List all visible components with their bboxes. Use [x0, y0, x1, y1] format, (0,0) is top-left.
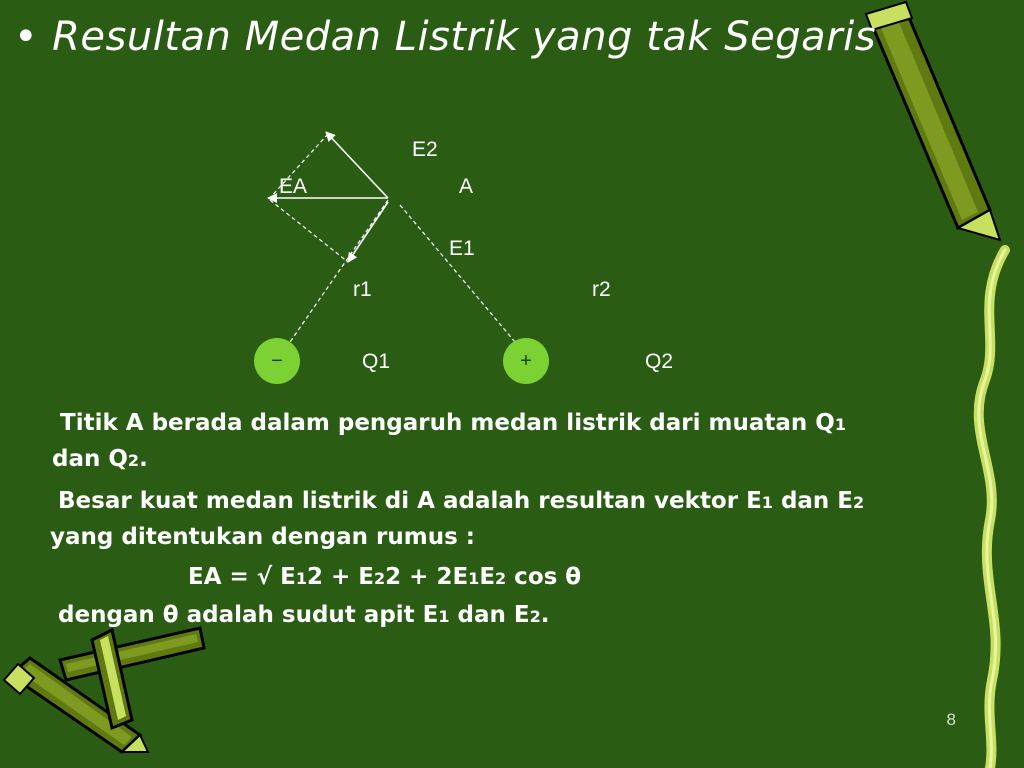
e1-arrow [348, 202, 388, 262]
field-diagram [268, 132, 515, 342]
label-e2: E2 [412, 138, 438, 161]
label-q2: Q2 [645, 350, 674, 373]
title-text: Resultan Medan Listrik yang tak Segaris [52, 14, 877, 60]
vine-decoration [979, 250, 1005, 768]
slide-title [14, 14, 876, 60]
r2-dashed-line [400, 205, 515, 342]
negative-charge-q1 [254, 338, 300, 384]
label-r2: r2 [592, 278, 611, 301]
r1-dashed-line [290, 200, 388, 342]
parallelogram-dashed-2 [270, 200, 348, 262]
paragraph-3: dengan θ adalah sudut apit E1 dan E2. [58, 602, 550, 628]
e2-arrow [326, 132, 388, 198]
paragraph-1: Titik A berada dalam pengaruh medan listrik dari muatan Q1 dan Q2. [52, 410, 846, 472]
minus-sign: − [271, 349, 283, 372]
pencil-top-right-icon [866, 2, 1000, 240]
label-q1: Q1 [362, 350, 391, 373]
paragraph-2: Besar kuat medan listrik di A adalah resultan vektor E1 dan E2 yang ditentukan dengan rumus : [50, 488, 865, 550]
label-r1: r1 [353, 278, 372, 301]
label-e1: E1 [449, 237, 475, 260]
plus-sign: + [520, 349, 532, 372]
title-bullet: • [14, 14, 39, 60]
label-ea: EA [279, 175, 308, 198]
formula: EA = √ E12 + E22 + 2E1E2 cos θ [188, 564, 582, 590]
positive-charge-q2 [503, 338, 549, 384]
label-a: A [459, 175, 474, 198]
page-number: 8 [946, 710, 956, 729]
